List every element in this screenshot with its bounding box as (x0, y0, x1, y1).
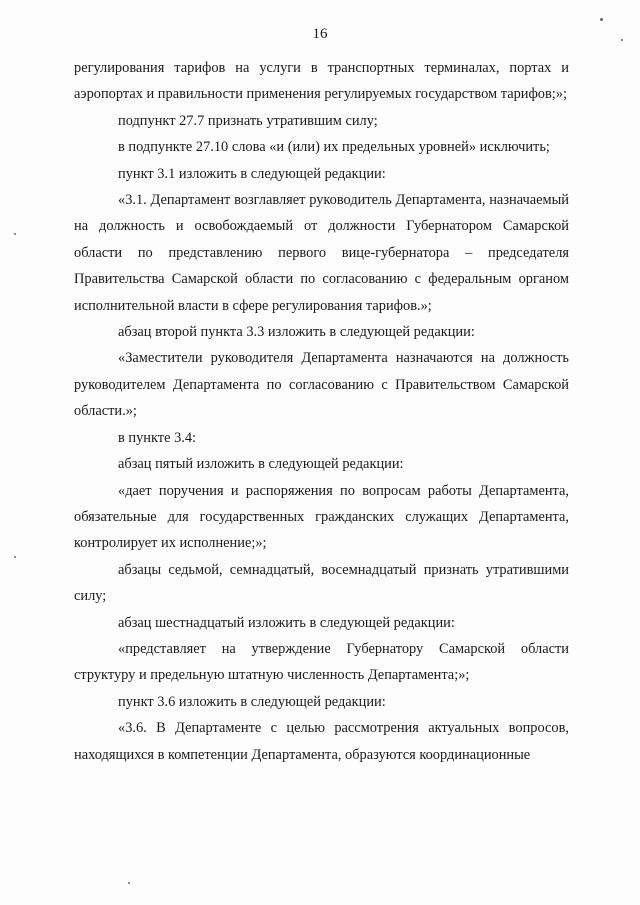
scan-speck (128, 882, 130, 884)
paragraph: подпункт 27.7 признать утратившим силу; (118, 112, 378, 129)
scan-speck (621, 39, 623, 41)
paragraph: в подпункте 27.10 слова «и (или) их предельных уровней» исключить; (118, 139, 550, 156)
paragraph: в пункте 3.4: (118, 429, 197, 446)
paragraph: «дает поручения и распоряжения по вопросам работы Департамента, обязательные для государственных гражданских служащих Департамента, контролирует их исполнение;»; (74, 482, 569, 552)
scan-speck (14, 556, 16, 558)
paragraph: пункт 3.1 изложить в следующей редакции: (118, 165, 386, 182)
paragraph: абзац пятый изложить в следующей редакции: (118, 456, 404, 473)
paragraph: «3.1. Департамент возглавляет руководитель Департамента, назначаемый на должность и освобождаемый от должности Губернатором Самарской области по представлению первого вице-губернатора – председателя Правительства Самарской области по согласованию с федеральным органом исполнительной власти в сфере регулирования тарифов.»; (74, 192, 569, 314)
paragraph: «Заместители руководителя Департамента назначаются на должность руководителем Департамента по согласованию с Правительством Самарской области.»; (74, 350, 569, 420)
document-body (74, 55, 569, 768)
paragraph: «представляет на утверждение Губернатору Самарской области структуру и предельную штатную численность Департамента;»; (74, 640, 569, 684)
paragraph: пункт 3.6 изложить в следующей редакции: (118, 693, 386, 710)
paragraph: «3.6. В Департаменте с целью рассмотрения актуальных вопросов, находящихся в компетенции Департамента, образуются координационные (74, 720, 569, 763)
paragraph: абзац второй пункта 3.3 изложить в следующей редакции: (118, 324, 475, 341)
scan-speck (600, 18, 603, 21)
page-number: 16 (312, 26, 328, 42)
scan-speck (14, 233, 16, 235)
paragraph: абзац шестнадцатый изложить в следующей редакции: (118, 614, 455, 631)
paragraph: абзацы седьмой, семнадцатый, восемнадцатый признать утратившими силу; (74, 561, 569, 605)
paragraph: регулирования тарифов на услуги в транспортных терминалах, портах и аэропортах и правильности применения регулируемых государством тарифов;»; (74, 60, 569, 103)
